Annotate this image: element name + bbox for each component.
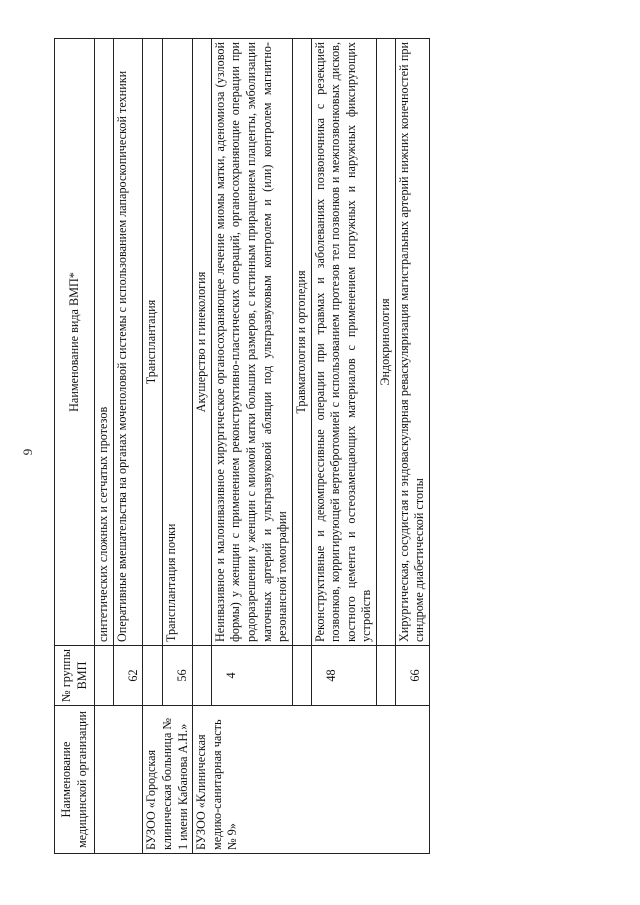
section-heading: Акушерство и гинекология (193, 39, 212, 646)
table-row (143, 39, 162, 854)
table-row (95, 39, 114, 854)
group-number: 4 (211, 646, 292, 706)
vmp-description: Оперативные вмешательства на органах мочеполовой системы с использованием лапароскопической техники (113, 39, 143, 646)
group-number: 62 (113, 646, 143, 706)
section-heading: Эндокринология (376, 39, 395, 646)
vmp-description: Неинвазивное и малоинвазивное хирургическое органосохраняющее лечение миомы матки, аденомиоза (узловой формы) у женщин с применением реконструктивно-пластических операций, органосохраняющие операции при родоразрешении у женщин с миомой матки больших размеров, с истинным приращением плаценты, эмболизации маточных артерий и ультразвуковой абляции под ультразвуковым контролем и (или) контролем магнитно-резонансной томографии (211, 39, 292, 646)
table-row (193, 39, 212, 854)
continuation-text: синтетических сложных и сетчатых протезов (95, 39, 114, 646)
header-name: Наименование вида ВМП* (55, 39, 95, 646)
section-heading: Трансплантация (143, 39, 162, 646)
group-number: 66 (395, 646, 429, 706)
group-number: 56 (162, 646, 193, 706)
vmp-description: Реконструктивные и декомпрессивные операции при травмах и заболеваниях позвоночника с резекцией позвонков, корригирующей вертебротомией с использованием протезов тел позвонков и межпозвонковых дисков, костного цемента и остеозамещающих материалов с применением погружных и наружных фиксирующих устройств (311, 39, 376, 646)
page-number: 9 (20, 448, 35, 456)
vmp-table (54, 38, 430, 854)
header-row (55, 39, 95, 854)
rotated-page (54, 39, 554, 854)
organization-name: БУЗОО «Городская клиническая больница № 1 имени Кабанова А.Н.» (143, 706, 193, 854)
group-number: 48 (311, 646, 376, 706)
vmp-description: Трансплантация почки (162, 39, 193, 646)
section-heading: Травматология и ортопедия (292, 39, 311, 646)
header-org: Наименование медицинской организации (55, 706, 95, 854)
organization-name: БУЗОО «Клиническая медико-санитарная часть № 9» (193, 706, 430, 854)
header-group: № группы ВМП (55, 646, 95, 706)
vmp-description: Хирургическая, сосудистая и эндоваскулярная реваскуляризация магистральных артерий нижних конечностей при синдроме диабетической стопы (395, 39, 429, 646)
